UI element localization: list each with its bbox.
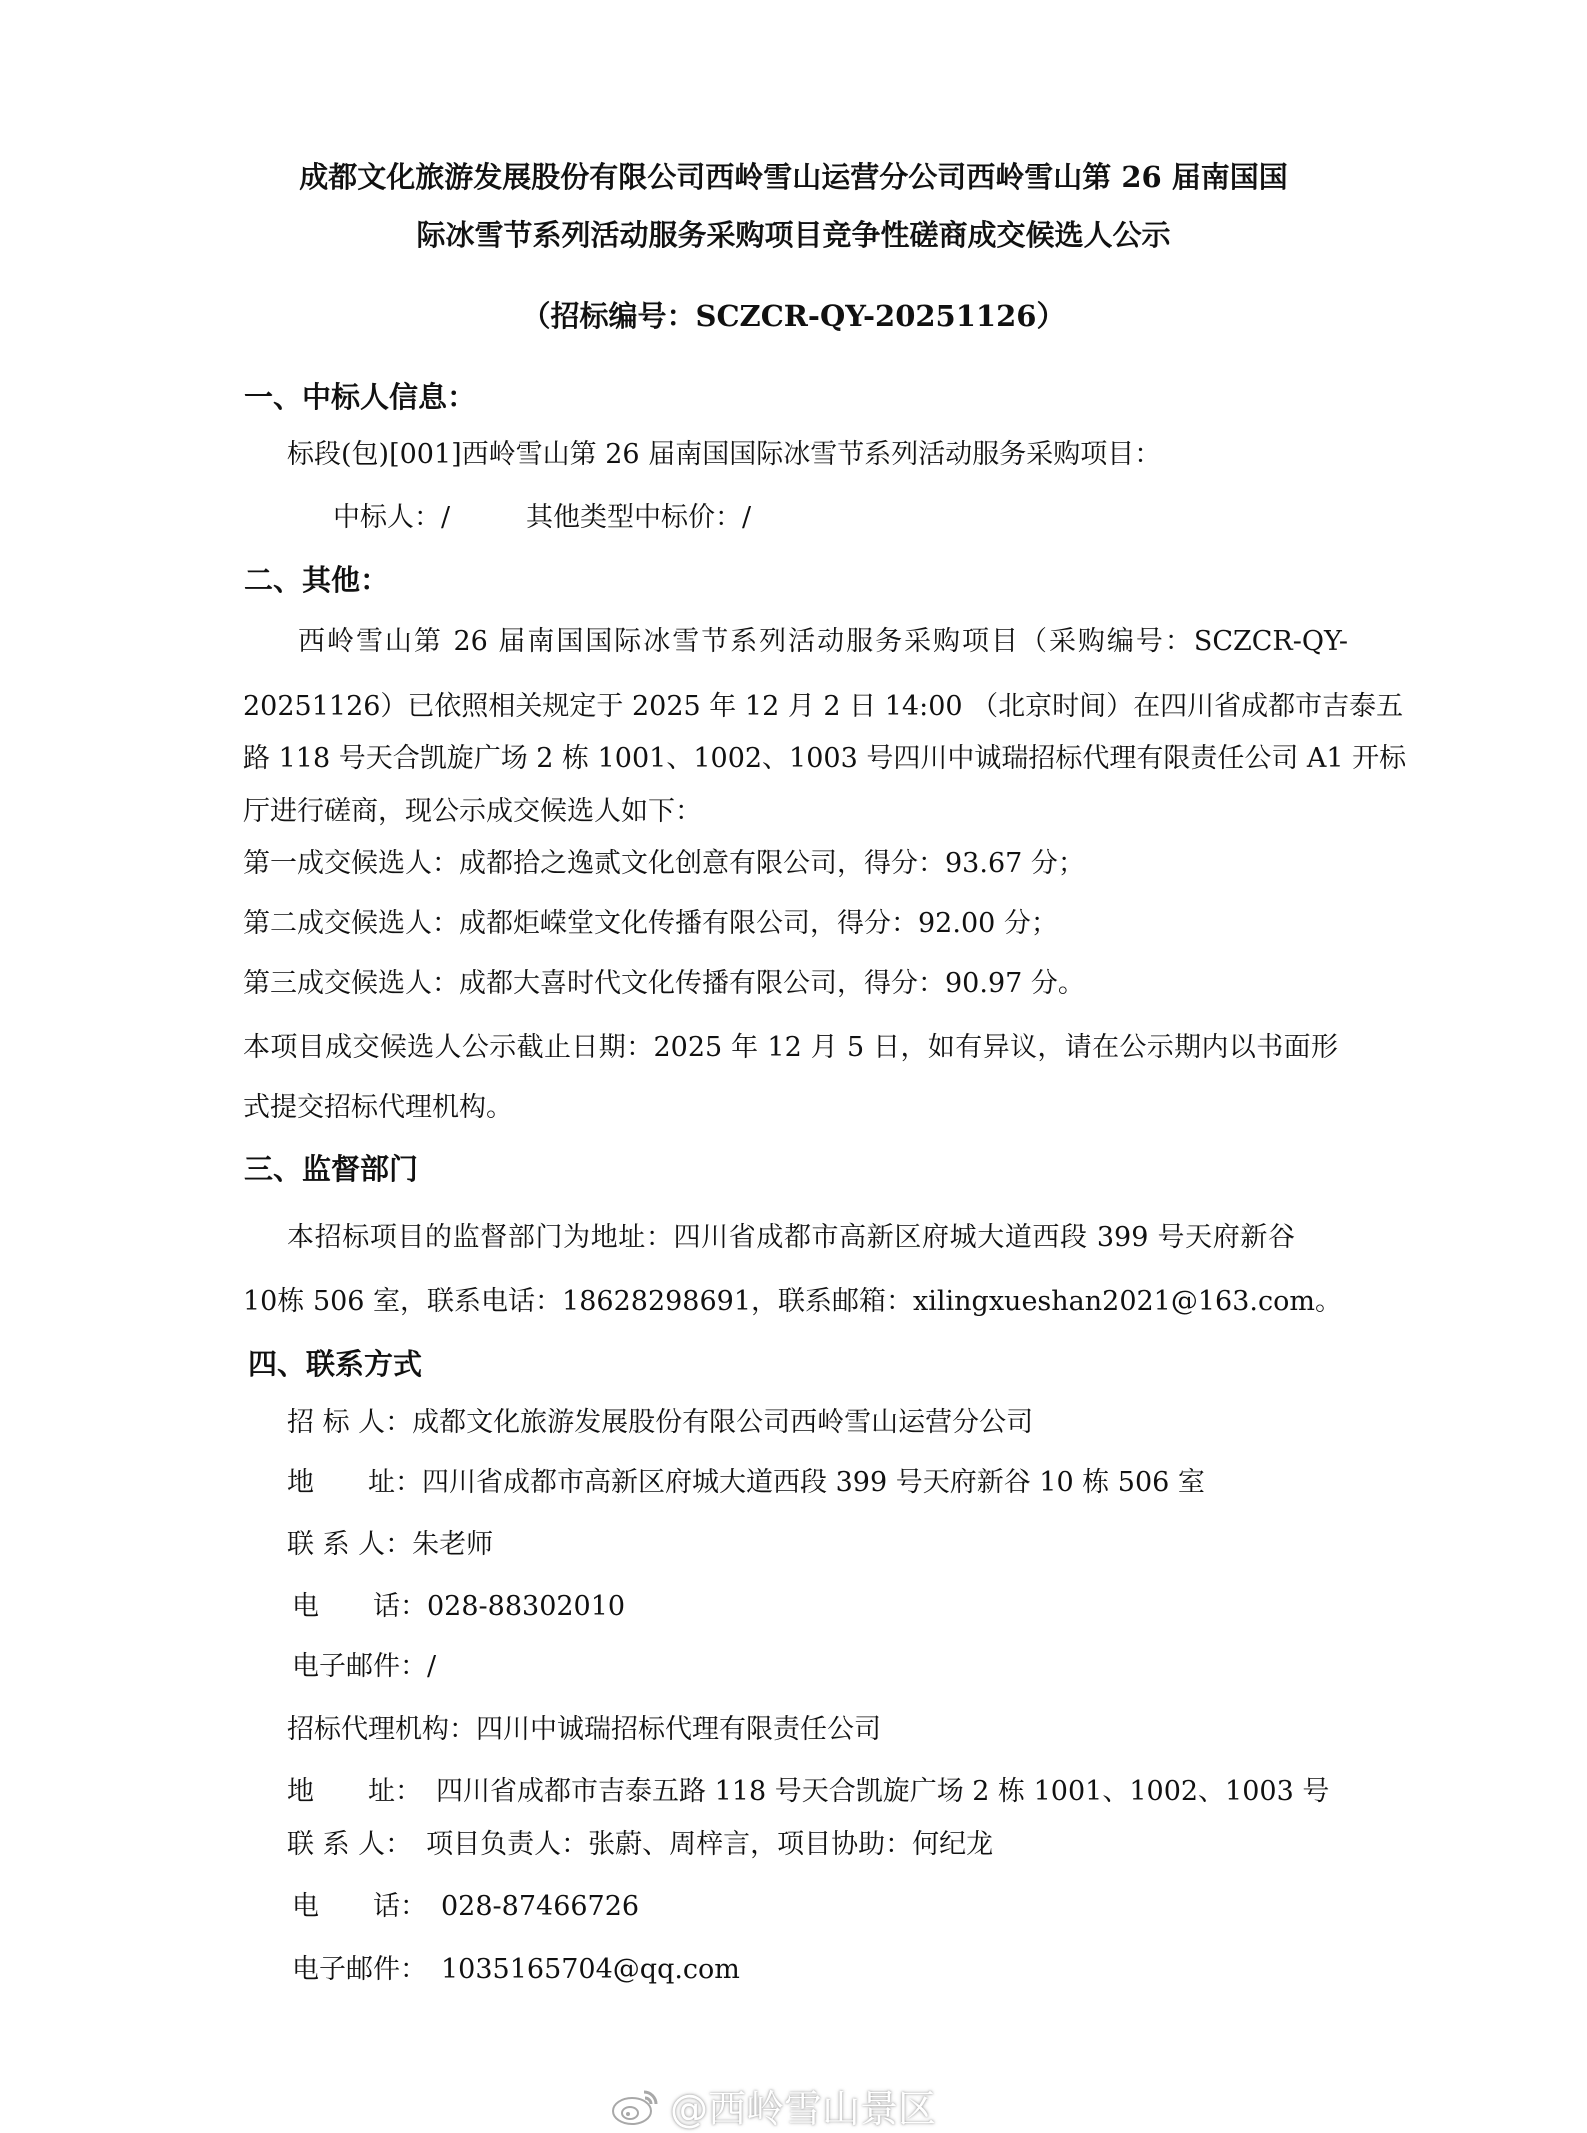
weibo-icon [610,2084,662,2126]
tenderer-contact: 朱老师 [412,1529,494,1560]
lot-description: 标段(包)[001]西岭雪山第 26 届南国国际冰雪节系列活动服务采购项目： [287,439,1162,470]
section-heading-contact: 四、联系方式 [248,1347,423,1381]
field-label: 地 址： [287,1776,422,1807]
title-line-2: 际冰雪节系列活动服务采购项目竞争性磋商成交候选人公示 [416,218,1171,252]
section-heading-winner-info: 一、中标人信息： [244,380,477,414]
agency-phone-row [292,1889,639,1925]
tenderer-email: / [427,1651,437,1682]
field-label: 电子邮件： [292,1954,427,1985]
tenderer-address-row [287,1465,1205,1501]
paragraph-line: 20251126）已依照相关规定于 2025 年 12 月 2 日 14:00 （北京时间）在四川省成都市吉泰五 [243,691,1404,722]
agency-email-row [292,1952,740,1988]
candidate-company: 成都大喜时代文化传播有限公司 [459,968,837,999]
field-label: 招 标 人： [287,1407,413,1438]
field-label: 联 系 人： [287,1529,413,1560]
field-label: 招标代理机构： [287,1714,476,1745]
field-label: 电 话： [292,1891,427,1922]
candidate-score: ，得分：93.67 分； [837,848,1085,879]
tenderer-contact-row [287,1527,493,1563]
section-heading-other: 二、其他： [244,563,390,597]
agency-contact-row [287,1827,993,1863]
winner-field: 中标人：/ [333,502,451,533]
watermark-text: @西岭雪山景区 [670,2086,937,2131]
candidate-row [243,906,1058,942]
candidate-rank: 第三成交候选人： [243,968,459,999]
agency-phone: 028-87466726 [441,1891,640,1922]
paragraph-line: 厅进行磋商，现公示成交候选人如下： [243,796,702,827]
tender-code: （招标编号：SCZCR-QY-20251126） [521,299,1066,333]
weibo-watermark [610,2082,937,2131]
field-label: 电 话： [292,1591,427,1622]
candidate-row [243,846,1085,882]
other-price-field: 其他类型中标价：/ [526,502,752,533]
title-line-1: 成都文化旅游发展股份有限公司西岭雪山运营分公司西岭雪山第 26 届南国国 [299,160,1288,194]
candidate-company: 成都拾之逸贰文化创意有限公司 [459,848,837,879]
paragraph-line: 西岭雪山第 26 届南国国际冰雪节系列活动服务采购项目（采购编号：SCZCR-QY- [298,626,1348,657]
tenderer-address: 四川省成都市高新区府城大道西段 399 号天府新谷 10 栋 506 室 [422,1467,1205,1498]
tenderer-phone: 028-88302010 [427,1591,626,1622]
agency-name-row [287,1712,881,1748]
candidate-row [243,966,1085,1002]
agency-contact: 项目负责人：张蔚、周梓言，项目协助：何纪龙 [426,1829,994,1860]
section-heading-supervision: 三、监督部门 [244,1152,419,1186]
tenderer-email-row [292,1649,436,1685]
field-label: 电子邮件： [292,1651,427,1682]
agency-email: 1035165704@qq.com [441,1954,740,1985]
candidate-rank: 第一成交候选人： [243,848,459,879]
tenderer-name-row [287,1405,1033,1441]
paragraph-line: 路 118 号天合凯旋广场 2 栋 1001、1002、1003 号四川中诚瑞招标代理有限责任公司 A1 开标 [243,743,1407,774]
tenderer-phone-row [292,1589,625,1625]
agency-address-row [287,1774,1329,1810]
tenderer-name: 成都文化旅游发展股份有限公司西岭雪山运营分公司 [412,1407,1034,1438]
supervision-line: 10栋 506 室，联系电话：18628298691，联系邮箱：xilingxueshan2021@163.com。 [243,1286,1342,1317]
agency-name: 四川中诚瑞招标代理有限责任公司 [476,1714,881,1745]
candidate-company: 成都炬嵘堂文化传播有限公司 [459,908,810,939]
candidate-score: ，得分：92.00 分； [810,908,1058,939]
field-label: 联 系 人： [287,1829,413,1860]
field-label: 地 址： [287,1467,422,1498]
deadline-line: 式提交招标代理机构。 [243,1092,513,1123]
candidate-score: ，得分：90.97 分。 [837,968,1085,999]
supervision-line: 本招标项目的监督部门为地址：四川省成都市高新区府城大道西段 399 号天府新谷 [287,1222,1295,1253]
deadline-line: 本项目成交候选人公示截止日期：2025 年 12 月 5 日，如有异议，请在公示期内以书面形 [243,1032,1338,1063]
candidate-rank: 第二成交候选人： [243,908,459,939]
agency-address: 四川省成都市吉泰五路 118 号天合凯旋广场 2 栋 1001、1002、1003 号 [436,1776,1330,1807]
